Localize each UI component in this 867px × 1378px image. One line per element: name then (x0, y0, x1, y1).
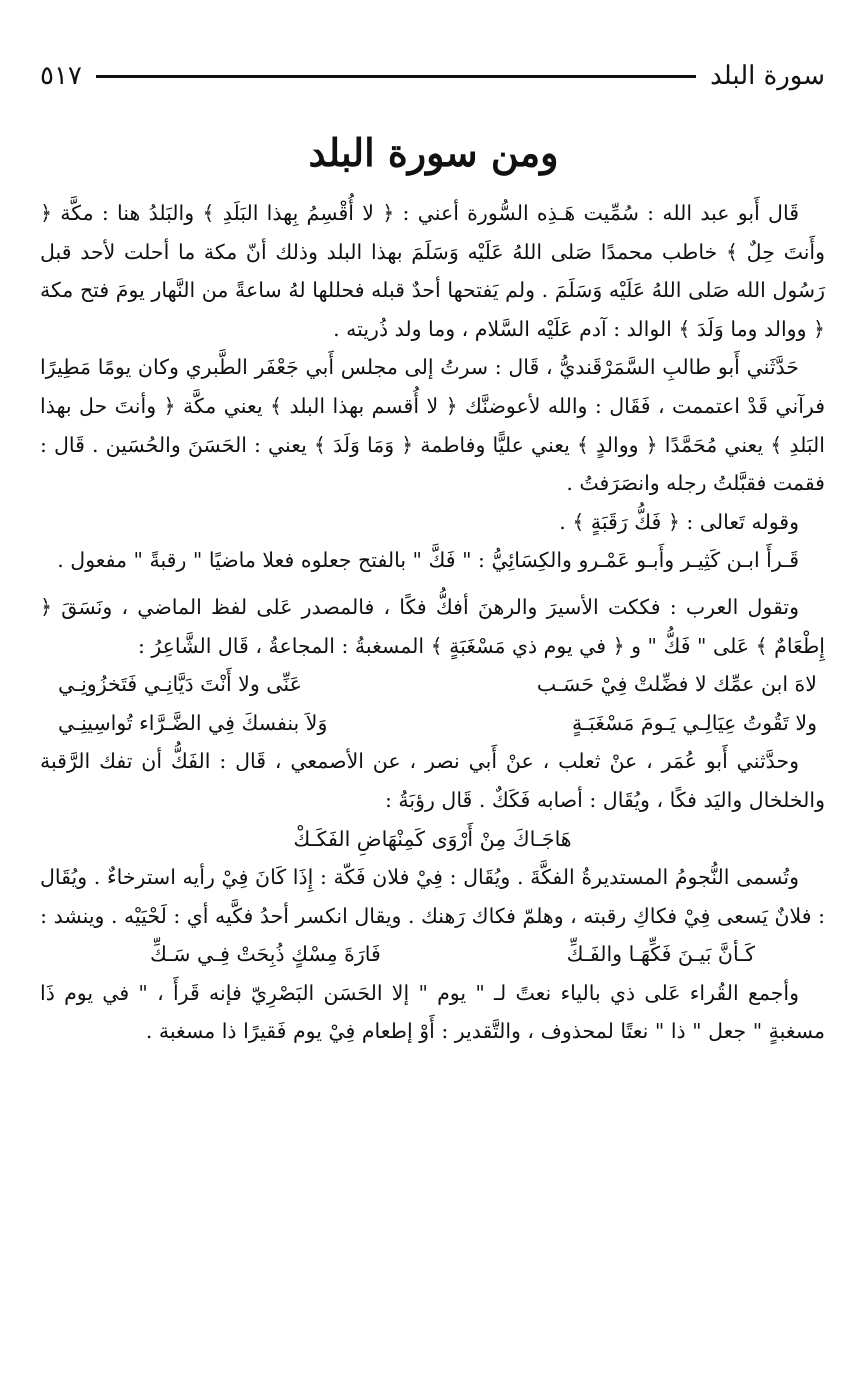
poem-verse-2 (40, 704, 825, 743)
paragraph-5: وتقول العرب : فككت الأسيرَ والرهنَ أفكُّ فكًا ، فالمصدر عَلى لفظ الماضي ، ونَسَقَ ﴿ إِطْعَامٌ ﴾ عَلى " فَكُّ " و ﴿ في يوم ذي مَسْغَبَةٍ ﴾ المسغبةُ : المجاعةُ ، قَال الشَّاعِرُ : (40, 594, 825, 658)
running-header-title: سورة البلد (710, 61, 825, 91)
verse-2-second-hemistich: وَلاَ بنفسكَ فِي الضَّـرَّاء تُواسِينِـي (58, 710, 328, 735)
main-text (40, 194, 825, 1051)
spacer (40, 580, 825, 588)
paragraph-4: قَـرأَ ابـن كَثِيـر وأَبـو عَمْـرو والكِسَائِيُّ : " فَكَّ " بالفتح جعلوه فعلا ماضيًا " رقبةً " مفعول . (57, 548, 799, 573)
rajaz-verse: هَاجَـاكَ مِنْ أَرْوَى كَمِنْهَاضِ الفَكَـكْ (293, 826, 572, 851)
paragraph-7: وتُسمى النُّجومُ المستديرةُ الفكَّةَ . ويُقَال : فِيْ فلان فَكّة : إِذَا كَانَ فِيْ رأيه استرخاءٌ . ويُقَال : فلانٌ يَسعى فِيْ فكاكِ رقبته ، وهلمّ فكاك رَهنك . ويقال انكسر أحدُ فكَّيه أي : لَحْيَيْه . وينشد : (40, 865, 825, 928)
verse-2-first-hemistich: ولا تَقُوتُ عِيَالِـي يَـومَ مَسْغَبَـةٍ (572, 710, 817, 735)
page-number: ٥١٧ (40, 61, 82, 91)
poem-verse-1 (40, 665, 825, 704)
verse-3-second-hemistich: فَارَةَ مِسْكٍ ذُبِحَتْ فِـي سَـكِّ (150, 942, 381, 967)
verse-1-first-hemistich: لاهَ ابن عمِّك لا فضِّلتْ فِيْ حَسَـب (536, 672, 817, 697)
paragraph-3: وقوله تَعالى : ﴿ فَكُّ رَقَبَةٍ ﴾ . (559, 509, 799, 534)
verse-1-second-hemistich: عَنِّى ولا أَنْتَ دَيَّانِـي فَتَخزُونِـي (58, 672, 302, 697)
paragraph-6: وحدَّثني أَبو عُمَر ، عنْ ثعلب ، عنْ أَبي نصر ، عن الأصمعي ، قَال : الفَكُّ أن تفك الرَّقبة والخلخال واليَد فكًا ، ويُقَال : أصابه فَكَكٌ . قَال رؤبَةُ : (40, 749, 825, 812)
chapter-title: ومن سورة البلد (308, 130, 559, 175)
paragraph-2: حَدَّثَني أَبو طالبِ السَّمَرْقَنديُّ ، قَال : سرتُ إلى مجلس أَبي جَعْفَر الطَّبري وكان يومًا مَطِيرًا فرآني قَدْ اعتممت ، فَقَال : والله لأعوضنَّك ﴿ لا أُقسم بهذا البلد ﴾ يعني مكَّة ﴿ وأنتَ حل بهذا البَلدِ ﴾ يعني مُحَمَّدًا ﴿ ووالدٍ ﴾ يعني عليًّا وفاطمة ﴿ وَمَا وَلَدَ ﴾ يعني : الحَسَنَ والحُسَين . قَال : فقمت فقبَّلتُ رجله وانصَرَفتُ . (40, 355, 825, 496)
verse-3-first-hemistich: كَـأنَّ بَيـنَ فَكِّهَـا والفَـكِّ (566, 942, 755, 967)
running-header (40, 56, 825, 96)
header-rule (96, 75, 696, 78)
paragraph-8: وأجمع القُراء عَلى ذي بالياء نعتً لـ " يوم " إلا الحَسَن البَصْرِيّ فإنه قَرأَ ، " في يوم ذَا مسغبةٍ " جعل " ذا " نعتًا لمحذوف ، والتَّقدير : أَوْ إطعام فِيْ يوم فَقيرًا ذا مسغبة . (40, 980, 825, 1044)
poem-verse-3 (40, 935, 825, 974)
paragraph-1: قَال أَبو عبد الله : سُمِّيت هَـذِه السُّورة أعني : ﴿ لا أُقْسِمُ بِهذا البَلَدِ ﴾ والبَلدُ هنا : مكَّة ﴿ وأَنتَ حِلٌ ﴾ خاطب محمدًا صَلى اللهُ عَلَيْه وَسَلَمَ بهذا البلد وذلك أنّ مكة ما أحلت لأحد قبل رَسُول الله صَلى اللهُ عَلَيْه وَسَلَمَ . ولم يَفتحها أحدٌ قبله فحللها لهُ ساعةً من النَّهار يومَ فتح مكة ﴿ ووالد وما وَلَدَ ﴾ الوالد : آدم عَلَيْه السَّلام ، وما ولد ذُريته . (40, 201, 825, 341)
